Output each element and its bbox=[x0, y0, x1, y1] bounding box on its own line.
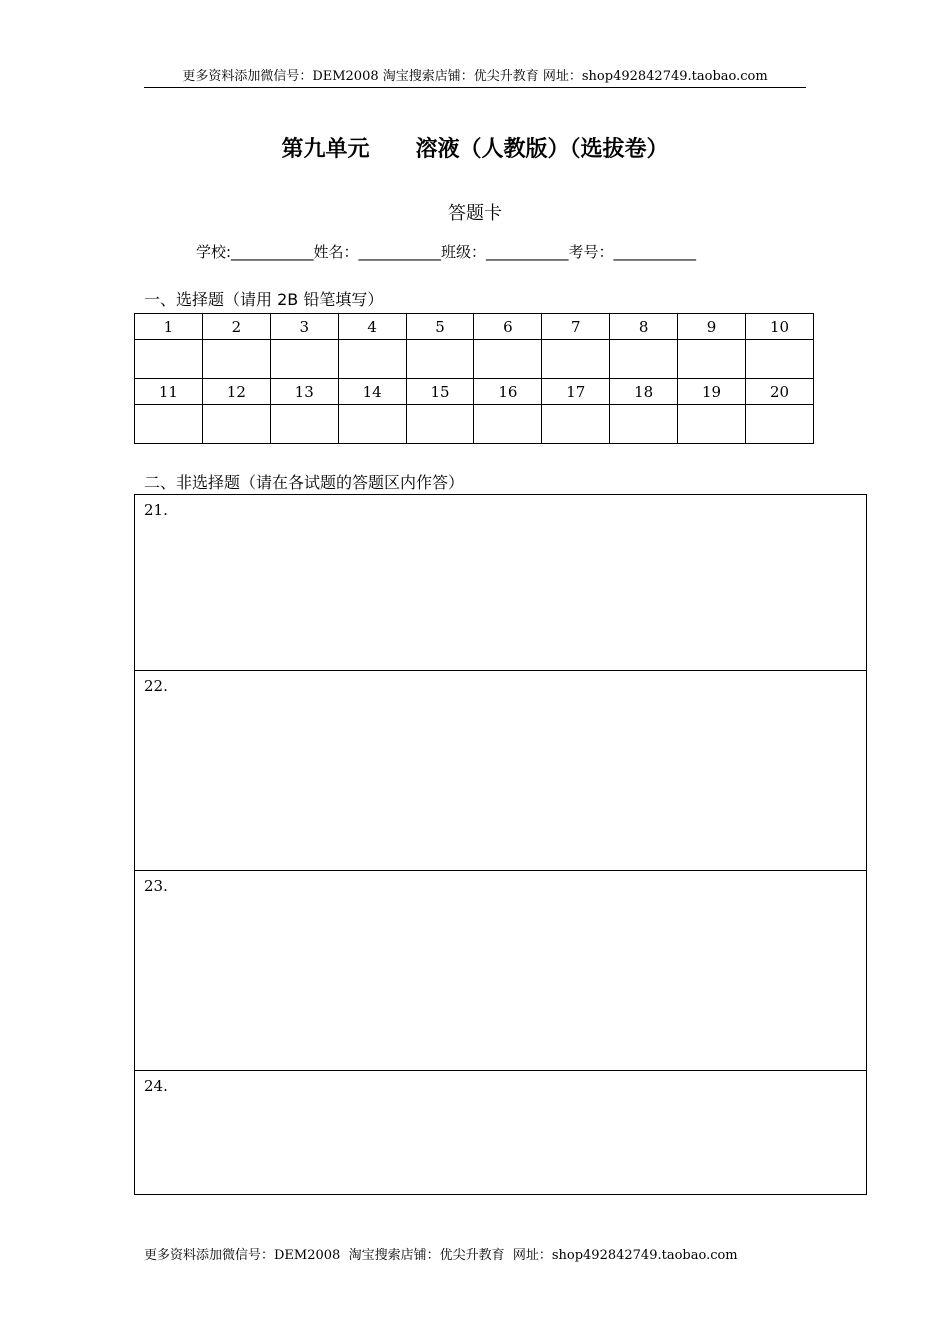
header-divider bbox=[144, 87, 806, 88]
question-number-row bbox=[135, 379, 814, 405]
answer-cell[interactable] bbox=[406, 340, 474, 379]
page-title: 第九单元 溶液（人教版）（选拔卷） bbox=[281, 137, 669, 162]
answer-cell[interactable] bbox=[135, 340, 203, 379]
question-number-cell: 14 bbox=[338, 379, 406, 405]
answer-cell[interactable] bbox=[135, 405, 203, 444]
multiple-choice-grid bbox=[134, 313, 814, 444]
question-number-cell: 18 bbox=[610, 379, 678, 405]
question-number-cell: 4 bbox=[338, 314, 406, 340]
answer-cell[interactable] bbox=[678, 340, 746, 379]
free-response-heading: 二、非选择题（请在各试题的答题区内作答） bbox=[144, 473, 465, 492]
question-number-cell: 9 bbox=[678, 314, 746, 340]
answer-box-24[interactable] bbox=[135, 1071, 866, 1194]
question-number-cell: 19 bbox=[678, 379, 746, 405]
answer-cell[interactable] bbox=[610, 405, 678, 444]
answer-cell[interactable] bbox=[542, 340, 610, 379]
answer-cell[interactable] bbox=[746, 340, 814, 379]
question-number-cell: 8 bbox=[610, 314, 678, 340]
footer-note: 更多资料添加微信号：DEM2008 淘宝搜索店铺：优尖升教育 网址：shop492842749.taobao.com bbox=[144, 1248, 738, 1263]
answer-card-subtitle: 答题卡 bbox=[448, 203, 502, 224]
question-number-cell: 10 bbox=[746, 314, 814, 340]
answer-cell[interactable] bbox=[338, 340, 406, 379]
answer-cell[interactable] bbox=[270, 340, 338, 379]
student-info-line: 学校:___________姓名：___________班级：___________考号：___________ bbox=[196, 243, 697, 261]
answer-box-23[interactable] bbox=[135, 871, 866, 1071]
question-number-cell: 17 bbox=[542, 379, 610, 405]
answer-box-21[interactable] bbox=[135, 495, 866, 671]
answer-cell[interactable] bbox=[474, 340, 542, 379]
answer-row bbox=[135, 340, 814, 379]
question-label: 21. bbox=[144, 501, 168, 519]
question-number-cell: 16 bbox=[474, 379, 542, 405]
question-number-cell: 20 bbox=[746, 379, 814, 405]
question-number-cell: 7 bbox=[542, 314, 610, 340]
answer-cell[interactable] bbox=[542, 405, 610, 444]
question-number-cell: 12 bbox=[202, 379, 270, 405]
question-number-cell: 1 bbox=[135, 314, 203, 340]
answer-cell[interactable] bbox=[406, 405, 474, 444]
answer-cell[interactable] bbox=[202, 340, 270, 379]
question-number-cell: 3 bbox=[270, 314, 338, 340]
answer-cell[interactable] bbox=[270, 405, 338, 444]
answer-cell[interactable] bbox=[678, 405, 746, 444]
answer-box-22[interactable] bbox=[135, 671, 866, 871]
header-note: 更多资料添加微信号：DEM2008 淘宝搜索店铺：优尖升教育 网址：shop492842749.taobao.com bbox=[182, 69, 768, 84]
question-label: 24. bbox=[144, 1077, 168, 1095]
multiple-choice-heading: 一、选择题（请用 2B 铅笔填写） bbox=[144, 290, 384, 309]
answer-row bbox=[135, 405, 814, 444]
question-number-cell: 5 bbox=[406, 314, 474, 340]
question-number-cell: 11 bbox=[135, 379, 203, 405]
answer-cell[interactable] bbox=[746, 405, 814, 444]
answer-cell[interactable] bbox=[474, 405, 542, 444]
question-number-cell: 13 bbox=[270, 379, 338, 405]
question-number-cell: 2 bbox=[202, 314, 270, 340]
answer-cell[interactable] bbox=[202, 405, 270, 444]
question-number-cell: 15 bbox=[406, 379, 474, 405]
question-number-cell: 6 bbox=[474, 314, 542, 340]
question-number-row bbox=[135, 314, 814, 340]
answer-cell[interactable] bbox=[610, 340, 678, 379]
free-response-area bbox=[134, 494, 867, 1195]
question-label: 23. bbox=[144, 877, 168, 895]
question-label: 22. bbox=[144, 677, 168, 695]
answer-cell[interactable] bbox=[338, 405, 406, 444]
